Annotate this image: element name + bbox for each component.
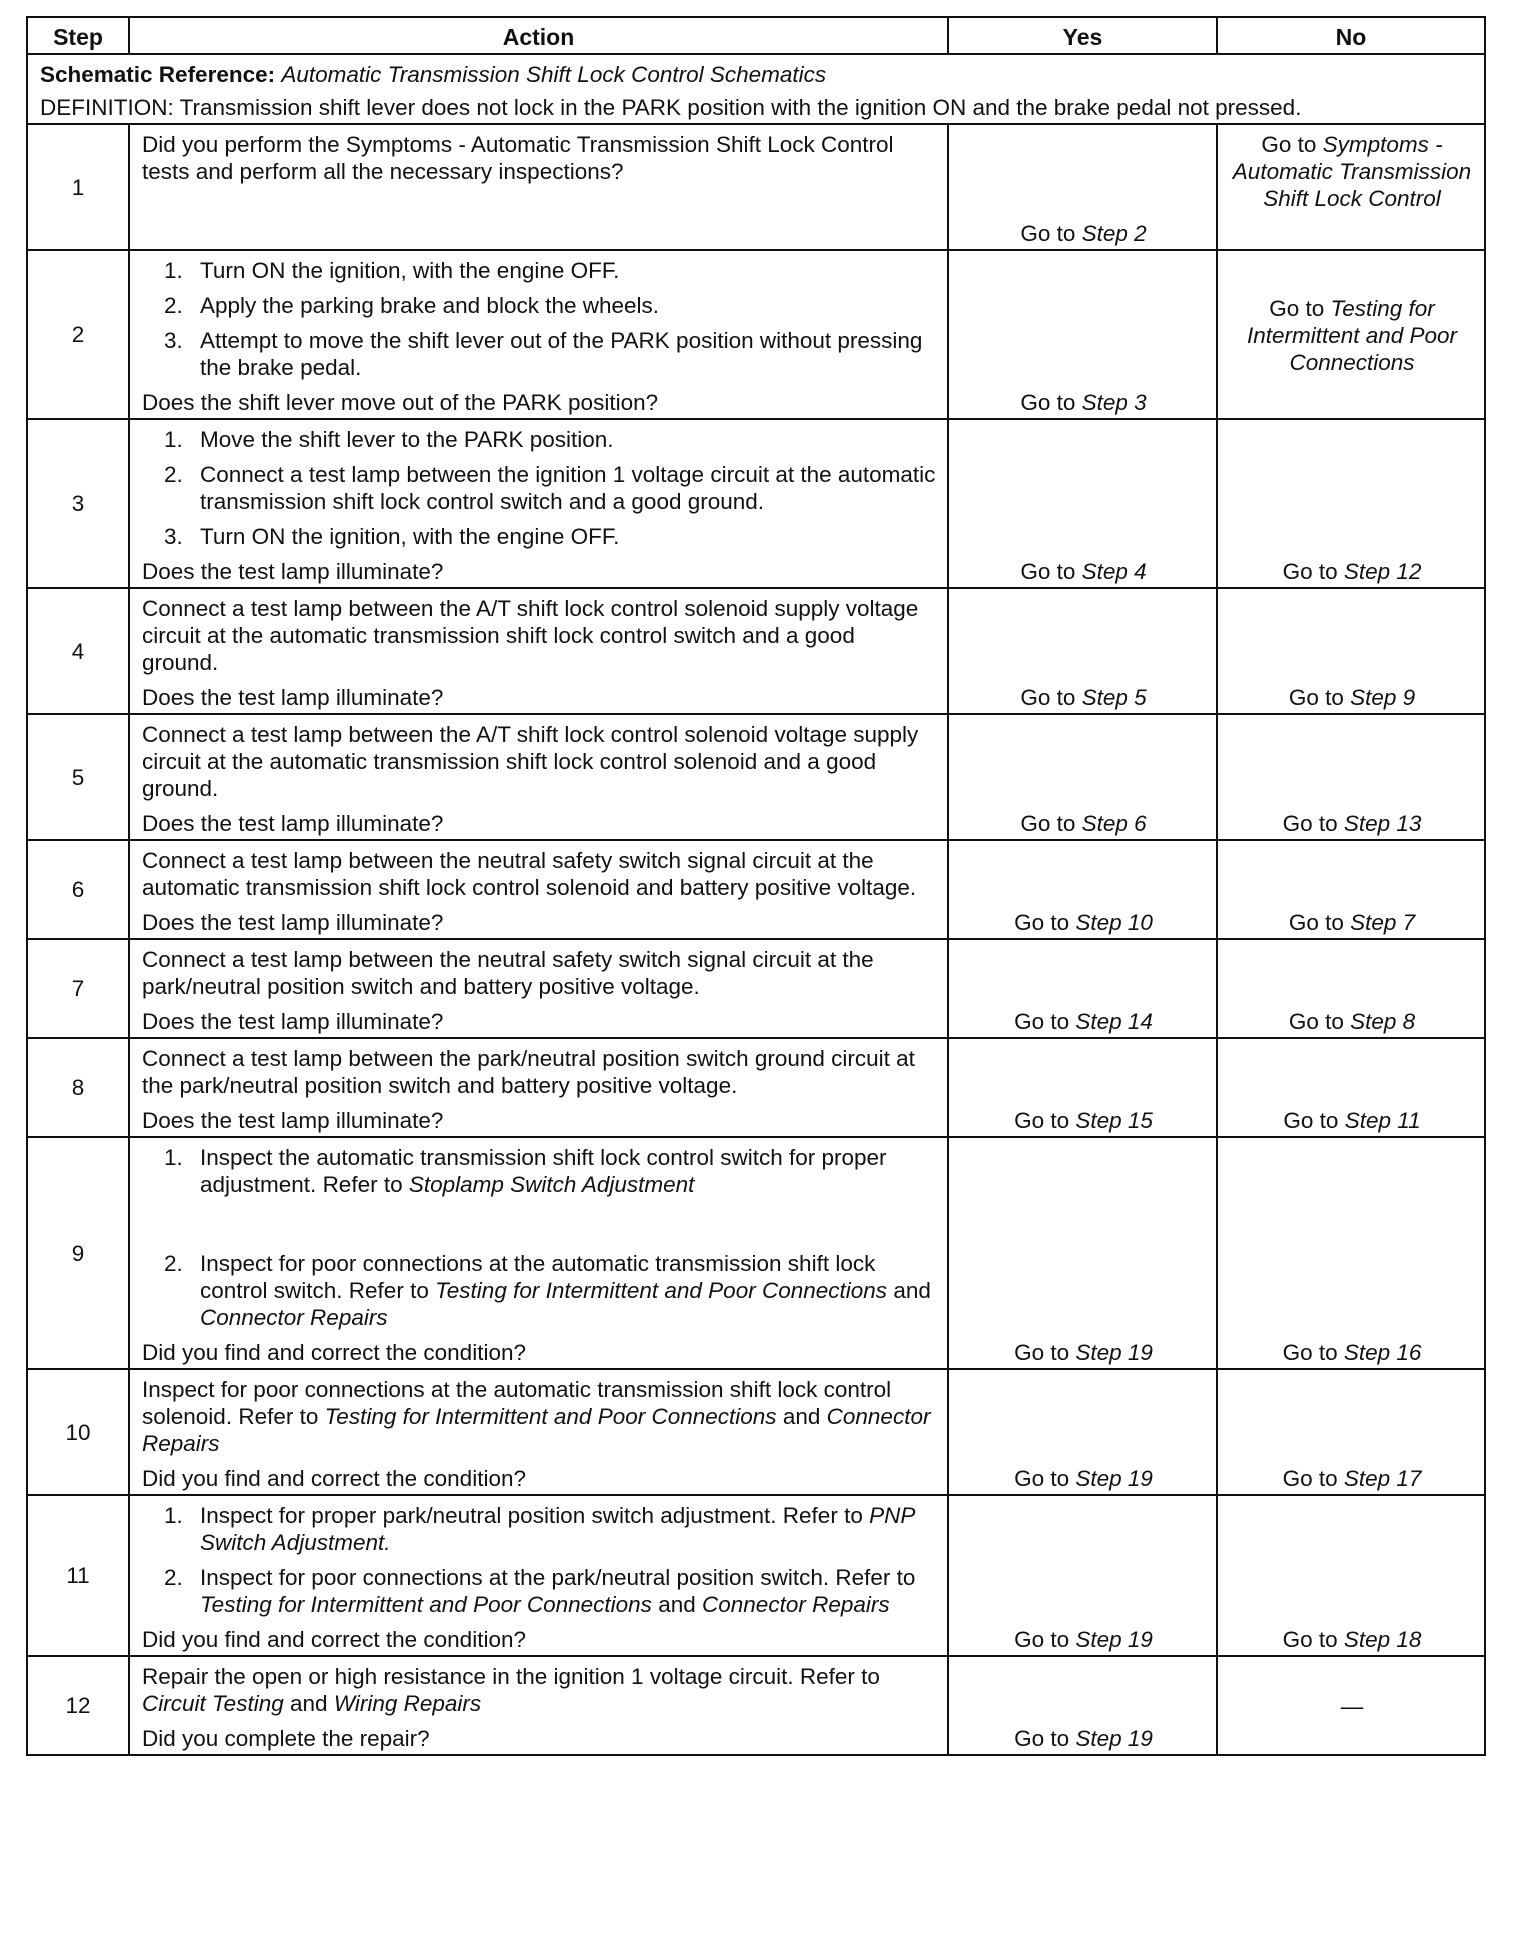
reference-link: Testing for Intermittent and Poor Connections bbox=[200, 1592, 652, 1617]
no-cell: — bbox=[1217, 1656, 1485, 1755]
reference-link: Wiring Repairs bbox=[333, 1691, 482, 1716]
yes-cell: Go to Step 5 bbox=[948, 588, 1217, 714]
header-step: Step bbox=[27, 17, 129, 54]
yes-cell: Go to Step 6 bbox=[948, 714, 1217, 840]
step-number: 2 bbox=[27, 250, 129, 419]
yes-cell: Go to Step 19 bbox=[948, 1369, 1217, 1495]
yes-target: Step 19 bbox=[1075, 1466, 1153, 1491]
yes-target: Step 19 bbox=[1075, 1627, 1153, 1652]
yes-cell: Go to Step 4 bbox=[948, 419, 1217, 588]
no-target: Step 12 bbox=[1343, 559, 1422, 584]
action-question: Did you find and correct the condition? bbox=[142, 1340, 526, 1365]
no-cell: Go to Step 18 bbox=[1217, 1495, 1485, 1656]
step-number: 11 bbox=[27, 1495, 129, 1656]
header-yes: Yes bbox=[948, 17, 1217, 54]
table-row bbox=[27, 588, 1485, 714]
list-item: 3. Turn ON the ignition, with the engine OFF. bbox=[164, 524, 620, 549]
definition-text: DEFINITION: Transmission shift lever does not lock in the PARK position with the ignition ON and the brake pedal not pressed. bbox=[40, 95, 1302, 120]
no-cell: Go to Step 17 bbox=[1217, 1369, 1485, 1495]
action-question: Does the test lamp illuminate? bbox=[142, 685, 444, 710]
yes-target: Step 4 bbox=[1081, 559, 1147, 584]
schematic-reference: Schematic Reference: Automatic Transmission Shift Lock Control Schematics bbox=[40, 62, 827, 87]
action-text: Connect a test lamp between the park/neutral position switch ground circuit at the park/neutral position switch and battery positive voltage. bbox=[142, 1046, 915, 1098]
table-row bbox=[27, 840, 1485, 939]
table-row bbox=[27, 714, 1485, 840]
action-text: Connect a test lamp between the neutral safety switch signal circuit at the automatic transmission shift lock control solenoid and battery positive voltage. bbox=[142, 848, 917, 900]
list-item: 1. Inspect the automatic transmission shift lock control switch for proper adjustment. Refer to Stoplamp Switch Adjustment bbox=[164, 1145, 887, 1197]
action-list bbox=[142, 1144, 937, 1331]
no-target: Step 16 bbox=[1343, 1340, 1422, 1365]
list-item: 1. Inspect for proper park/neutral position switch adjustment. Refer to PNP Switch Adjustment. bbox=[164, 1503, 915, 1555]
definition-row bbox=[27, 54, 1485, 124]
step-number: 5 bbox=[27, 714, 129, 840]
header-action: Action bbox=[129, 17, 948, 54]
reference-link: Connector Repairs bbox=[142, 1404, 931, 1456]
reference-link: Testing for Intermittent and Poor Connections bbox=[324, 1404, 777, 1429]
table-row bbox=[27, 419, 1485, 588]
table-row bbox=[27, 250, 1485, 419]
no-target: Step 11 bbox=[1344, 1108, 1421, 1133]
step-number: 12 bbox=[27, 1656, 129, 1755]
no-target: Symptoms - Automatic Transmission Shift Lock Control bbox=[1232, 132, 1472, 211]
no-cell: Go to Step 12 bbox=[1217, 419, 1485, 588]
reference-link: Testing for Intermittent and Poor Connections bbox=[435, 1278, 888, 1303]
action-list bbox=[142, 1502, 937, 1618]
yes-target: Step 10 bbox=[1075, 910, 1153, 935]
action-question: Did you complete the repair? bbox=[142, 1726, 430, 1751]
no-target: Step 17 bbox=[1343, 1466, 1422, 1491]
no-cell: Go to Step 8 bbox=[1217, 939, 1485, 1038]
action-text: Repair the open or high resistance in the ignition 1 voltage circuit. Refer to Circuit Testing and Wiring Repairs bbox=[142, 1664, 880, 1716]
step-number: 4 bbox=[27, 588, 129, 714]
action-list bbox=[142, 426, 937, 550]
yes-cell: Go to Step 19 bbox=[948, 1495, 1217, 1656]
table-row bbox=[27, 1038, 1485, 1137]
table-row bbox=[27, 1656, 1485, 1755]
action-list bbox=[142, 257, 937, 381]
yes-target: Step 3 bbox=[1081, 390, 1147, 415]
step-number: 6 bbox=[27, 840, 129, 939]
yes-cell: Go to Step 2 bbox=[948, 124, 1217, 250]
action-text: Connect a test lamp between the neutral safety switch signal circuit at the park/neutral position switch and battery positive voltage. bbox=[142, 947, 874, 999]
list-item: 2. Connect a test lamp between the ignition 1 voltage circuit at the automatic transmission shift lock control switch and a good ground. bbox=[164, 462, 936, 514]
yes-cell: Go to Step 14 bbox=[948, 939, 1217, 1038]
yes-target: Step 2 bbox=[1081, 221, 1147, 246]
yes-cell: Go to Step 19 bbox=[948, 1656, 1217, 1755]
list-item: 1. Move the shift lever to the PARK position. bbox=[164, 427, 614, 452]
action-question: Does the shift lever move out of the PARK position? bbox=[142, 390, 659, 415]
schematic-reference-link: Automatic Transmission Shift Lock Control Schematics bbox=[281, 62, 827, 87]
action-text: Did you perform the Symptoms - Automatic Transmission Shift Lock Control tests and perform all the necessary inspections? bbox=[142, 132, 894, 184]
reference-link: Connector Repairs bbox=[200, 1305, 388, 1330]
header-row bbox=[27, 17, 1485, 54]
diagnostic-table bbox=[26, 16, 1486, 1756]
no-target: Step 9 bbox=[1350, 685, 1416, 710]
reference-link: Connector Repairs bbox=[702, 1592, 890, 1617]
no-cell: Go to Step 7 bbox=[1217, 840, 1485, 939]
yes-target: Step 15 bbox=[1075, 1108, 1153, 1133]
action-question: Does the test lamp illuminate? bbox=[142, 1108, 444, 1133]
no-cell: Go to Step 13 bbox=[1217, 714, 1485, 840]
action-question: Did you find and correct the condition? bbox=[142, 1466, 526, 1491]
list-item: 1. Turn ON the ignition, with the engine OFF. bbox=[164, 258, 620, 283]
table-row bbox=[27, 1137, 1485, 1369]
list-item: 2. Inspect for poor connections at the park/neutral position switch. Refer to Testing for Intermittent and Poor Connections and Connector Repairs bbox=[164, 1565, 916, 1617]
header-no: No bbox=[1217, 17, 1485, 54]
action-question: Did you find and correct the condition? bbox=[142, 1627, 526, 1652]
step-number: 3 bbox=[27, 419, 129, 588]
list-item: 2. Apply the parking brake and block the wheels. bbox=[164, 293, 660, 318]
step-number: 7 bbox=[27, 939, 129, 1038]
action-text: Inspect for poor connections at the automatic transmission shift lock control solenoid. Refer to Testing for Intermittent and Poor Connections and Connector Repairs bbox=[142, 1377, 931, 1456]
list-item: 3. Attempt to move the shift lever out of the PARK position without pressing the brake pedal. bbox=[164, 328, 923, 380]
table-row bbox=[27, 1369, 1485, 1495]
table-row bbox=[27, 124, 1485, 250]
action-question: Does the test lamp illuminate? bbox=[142, 559, 444, 584]
no-target: Step 8 bbox=[1350, 1009, 1416, 1034]
action-question: Does the test lamp illuminate? bbox=[142, 910, 444, 935]
action-question: Does the test lamp illuminate? bbox=[142, 811, 444, 836]
action-text: Connect a test lamp between the A/T shift lock control solenoid voltage supply circuit at the automatic transmission shift lock control solenoid and a good ground. bbox=[142, 722, 919, 801]
no-cell: Go to Testing for Intermittent and Poor Connections bbox=[1217, 250, 1485, 419]
no-cell: Go to Symptoms - Automatic Transmission Shift Lock Control bbox=[1217, 124, 1485, 250]
yes-cell: Go to Step 15 bbox=[948, 1038, 1217, 1137]
reference-link: Circuit Testing bbox=[142, 1691, 284, 1716]
no-cell: Go to Step 11 bbox=[1217, 1038, 1485, 1137]
yes-target: Step 5 bbox=[1081, 685, 1147, 710]
no-target: Testing for Intermittent and Poor Connections bbox=[1246, 296, 1458, 375]
yes-cell: Go to Step 19 bbox=[948, 1137, 1217, 1369]
list-item: 2. Inspect for poor connections at the automatic transmission shift lock control switch. Refer to Testing for Intermittent and Poor Connections and Connector Repairs bbox=[164, 1251, 931, 1330]
table-row bbox=[27, 939, 1485, 1038]
table-row bbox=[27, 1495, 1485, 1656]
no-target: Step 7 bbox=[1350, 910, 1416, 935]
reference-link: PNP Switch Adjustment. bbox=[200, 1503, 915, 1555]
yes-target: Step 19 bbox=[1075, 1726, 1153, 1751]
step-number: 9 bbox=[27, 1137, 129, 1369]
no-cell: Go to Step 16 bbox=[1217, 1137, 1485, 1369]
reference-link: Stoplamp Switch Adjustment bbox=[408, 1172, 695, 1197]
step-number: 1 bbox=[27, 124, 129, 250]
action-question: Does the test lamp illuminate? bbox=[142, 1009, 444, 1034]
yes-cell: Go to Step 3 bbox=[948, 250, 1217, 419]
no-target: Step 18 bbox=[1343, 1627, 1422, 1652]
action-text: Connect a test lamp between the A/T shift lock control solenoid supply voltage circuit at the automatic transmission shift lock control switch and a good ground. bbox=[142, 596, 919, 675]
no-cell: Go to Step 9 bbox=[1217, 588, 1485, 714]
step-number: 10 bbox=[27, 1369, 129, 1495]
yes-target: Step 19 bbox=[1075, 1340, 1153, 1365]
yes-target: Step 6 bbox=[1081, 811, 1147, 836]
yes-cell: Go to Step 10 bbox=[948, 840, 1217, 939]
yes-target: Step 14 bbox=[1075, 1009, 1153, 1034]
step-number: 8 bbox=[27, 1038, 129, 1137]
no-target: Step 13 bbox=[1343, 811, 1422, 836]
